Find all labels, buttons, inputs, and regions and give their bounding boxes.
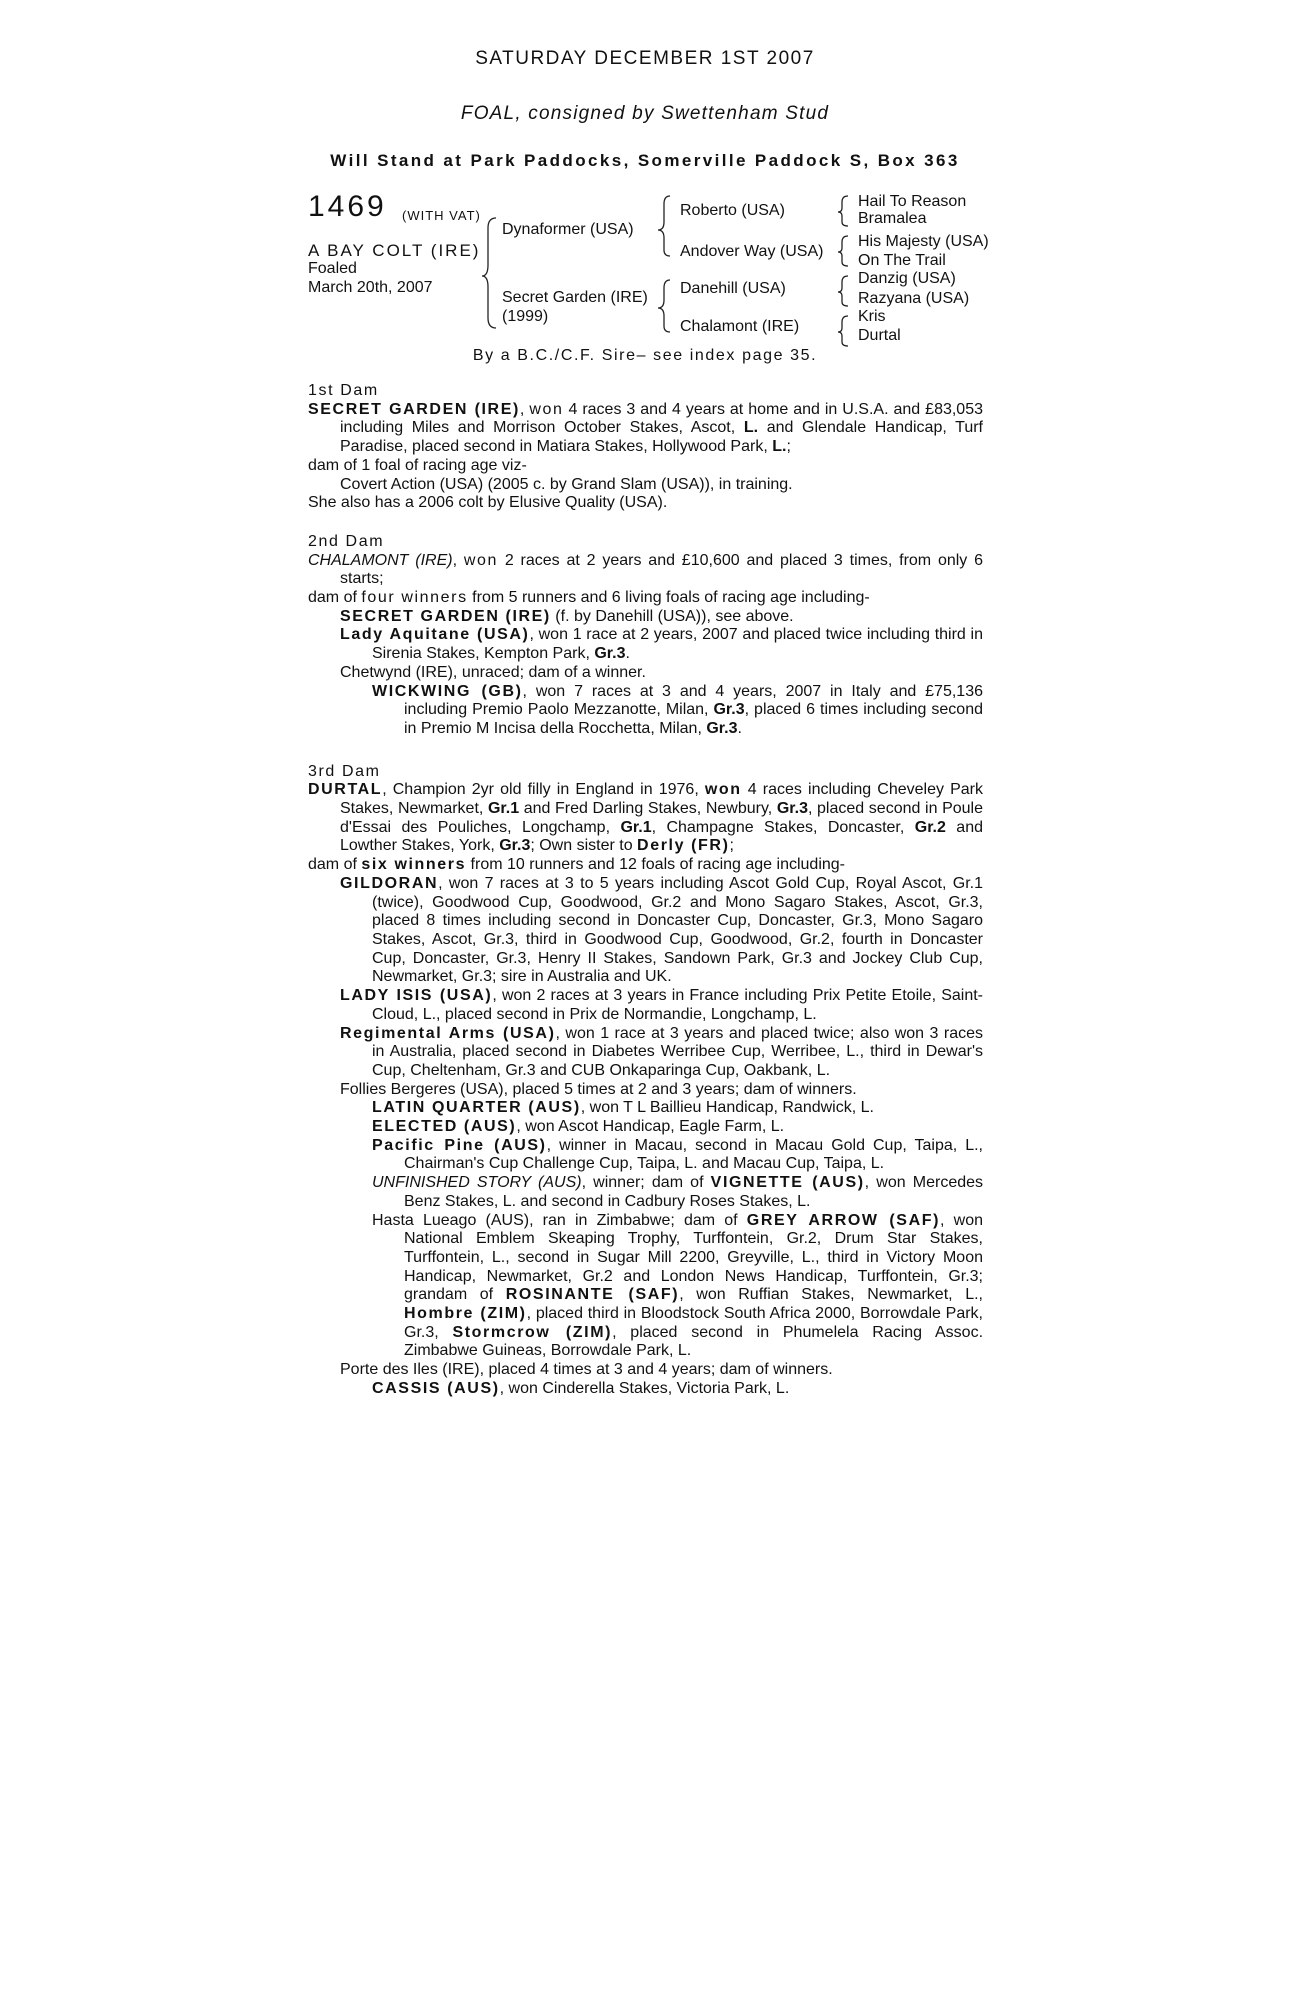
- record-text: , placed second in Phumelela Racing Assoc. Zimbabwe Guineas, Borrowdale Park, L.: [404, 1323, 984, 1360]
- record-text: , won 1 race at 3 years and placed twice; also won 3 races in Australia, placed second in Diabetes Werribee Cup, Werribee, L., third in Dewar's Cup, Cheltenham, Gr.3 and CUB Onkaparinga Cup, Oakbank, L.: [372, 1024, 983, 1079]
- progeny-lady-isis: [308, 987, 983, 1024]
- lot-name: A BAY COLT (IRE): [308, 241, 481, 260]
- grade: Gr.1: [620, 818, 652, 836]
- record-text: , won Ascot Handicap, Eagle Farm, L.: [516, 1118, 785, 1136]
- foaled-date: March 20th, 2007: [308, 279, 433, 296]
- progeny-name: ELECTED (AUS): [372, 1118, 517, 1136]
- grade: Gr.3: [499, 837, 531, 855]
- record-text: , winner in Macau, second in Macau Gold Cup, Taipa, L., Chairman's Cup Challenge Cup, Taipa, L. and Macau Cup, Taipa, L.: [404, 1136, 983, 1173]
- sale-date: SATURDAY DECEMBER 1ST 2007: [475, 48, 815, 69]
- record-text: , won Mercedes Benz Stakes, L. and second in Cadbury Roses Stakes, L.: [404, 1174, 984, 1210]
- first-dam-foal: Covert Action (USA) (2005 c. by Grand Slam (USA)), in training.: [340, 475, 793, 493]
- winners-count: six winners: [361, 856, 467, 874]
- pedigree-sire-sire: Roberto (USA): [680, 202, 785, 219]
- grade-listed: L.: [772, 438, 787, 456]
- progeny-elected: [308, 1118, 983, 1137]
- progeny-chetwynd: Chetwynd (IRE), unraced; dam of a winner.: [340, 663, 646, 681]
- progeny-name: Hombre (ZIM): [404, 1305, 527, 1323]
- progeny-pacific-pine: [308, 1137, 983, 1174]
- sire-note: By a B.C./C.F. Sire– see index page 35.: [472, 347, 818, 364]
- record-text: and Fred Darling Stakes, Newbury,: [519, 800, 777, 818]
- progeny-cassis: [308, 1380, 983, 1399]
- progeny-name: GILDORAN: [340, 874, 439, 892]
- catalogue-body: [308, 382, 983, 1399]
- sister-name: Derly (FR): [637, 837, 730, 855]
- progeny-follies-bergeres: Follies Bergeres (USA), placed 5 times at 2 and 3 years; dam of winners.: [340, 1080, 857, 1098]
- stand-location: Will Stand at Park Paddocks, Somerville Paddock S, Box 363: [330, 151, 960, 170]
- grade-listed: L.: [743, 419, 759, 437]
- pedigree-brackets: [0, 0, 1290, 400]
- pedigree-sire: Dynaformer (USA): [502, 221, 634, 238]
- record-text: , placed second in Poule d'Essai des Pouliches, Longchamp,: [340, 800, 983, 836]
- vat-note: (WITH VAT): [402, 208, 481, 223]
- progeny-hasta-lueago: [308, 1212, 983, 1362]
- record-text: , won Ruffian Stakes, Newmarket, L.,: [679, 1286, 983, 1304]
- consignment-line: FOAL, consigned by Swettenham Stud: [460, 103, 830, 124]
- winners-count: four winners: [361, 589, 468, 607]
- record-text: , won 1 race at 2 years, 2007 and placed twice including third in Sirenia Stakes, Kempton Park,: [372, 626, 983, 663]
- pedigree-dam-year: (1999): [502, 308, 549, 325]
- progeny-latin-quarter: [308, 1099, 983, 1118]
- record-text: 4 races 3 and 4 years at home and in U.S.A. and £83,053 including Miles and Morrison October Stakes, Ascot,: [340, 400, 983, 437]
- record-text: , won 7 races at 3 and 4 years, 2007 in Italy and £75,136 including Premio Paolo Mezzanotte, Milan,: [404, 682, 983, 719]
- pedigree-dam-sire: Danehill (USA): [680, 280, 786, 297]
- won-word: won: [704, 781, 742, 799]
- record-text: Hasta Lueago (AUS), ran in Zimbabwe; dam of: [372, 1211, 747, 1229]
- progeny-name: LATIN QUARTER (AUS): [372, 1099, 581, 1117]
- second-dam-heading: 2nd Dam: [308, 532, 385, 550]
- pedigree-sdd: On The Trail: [858, 252, 946, 269]
- progeny-name: LADY ISIS (USA): [340, 987, 493, 1005]
- record-text: , won 2 races at 3 years in France including Prix Petite Etoile, Saint-Cloud, L., placed second in Prix de Normandie, Longchamp, L.: [372, 987, 984, 1023]
- third-dam-name: DURTAL: [308, 781, 383, 799]
- second-dam-section: [308, 533, 983, 739]
- progeny-wickwing: [308, 683, 983, 739]
- record-text: dam of: [308, 589, 362, 607]
- progeny-name: Regimental Arms (USA): [340, 1024, 556, 1042]
- record-text: dam of: [308, 856, 362, 874]
- pedigree-dds: Kris: [858, 308, 886, 325]
- third-dam-section: [308, 763, 983, 1399]
- record-text: from 5 runners and 6 living foals of racing age including-: [467, 589, 870, 607]
- progeny-name: Pacific Pine (AUS): [372, 1136, 547, 1154]
- third-dam-heading: 3rd Dam: [308, 762, 381, 780]
- pedigree-dam-dam: Chalamont (IRE): [680, 318, 800, 335]
- pedigree-sss: Hail To Reason: [858, 193, 967, 210]
- progeny-secret-garden: [308, 608, 983, 627]
- pedigree-ddd: Durtal: [858, 327, 901, 344]
- grade: Gr.1: [487, 800, 520, 818]
- progeny-name: ROSINANTE (SAF): [505, 1286, 680, 1304]
- third-dam-record: [308, 781, 983, 856]
- first-dam-name: SECRET GARDEN (IRE): [308, 400, 520, 418]
- progeny-name: WICKWING (GB): [372, 682, 523, 700]
- progeny-lady-aquitane: [308, 626, 983, 663]
- record-text: and Lowther Stakes, York,: [340, 818, 984, 855]
- grade: Gr.3: [776, 800, 808, 818]
- progeny-name: UNFINISHED STORY (AUS): [372, 1174, 582, 1192]
- grade: Gr.3: [713, 701, 745, 719]
- first-dam-also: She also has a 2006 colt by Elusive Quality (USA).: [308, 494, 668, 512]
- first-dam-section: [308, 382, 983, 513]
- record-text: .: [625, 645, 630, 663]
- progeny-name: Stormcrow (ZIM): [452, 1323, 613, 1341]
- pedigree-ssd: Bramalea: [858, 210, 927, 227]
- first-dam-dam-of: dam of 1 foal of racing age viz-: [308, 456, 527, 474]
- progeny-gildoran: [308, 875, 983, 987]
- record-text: , won 7 races at 3 to 5 years including Ascot Gold Cup, Royal Ascot, Gr.1 (twice), Goodwood Cup, Goodwood, Gr.2 and Mono Sagaro Stakes, Ascot, Gr.3, placed 8 times including second in Doncaster Cup, Doncaster, Gr.3, Mono Sagaro Stakes, Ascot, Gr.3, third in Goodwood Cup, Goodwood, Gr.2, fourth in Doncaster Cup, Doncaster, Gr.3, Henry II Stakes, Sandown Park, Gr.3 and Jockey Club Cup, Newmarket, Gr.3; sire in Australia and UK.: [372, 874, 983, 986]
- grade: Gr.3: [594, 645, 626, 663]
- record-text: ;: [729, 837, 734, 855]
- record-text: and Glendale Handicap, Turf Paradise, placed second in Matiara Stakes, Hollywood Park,: [340, 419, 983, 456]
- progeny-unfinished-story: [308, 1174, 983, 1211]
- record-text: , Champion 2yr old filly in England in 1976,: [382, 781, 705, 799]
- grade: Gr.3: [706, 719, 738, 737]
- record-text: 4 races including Cheveley Park Stakes, Newmarket,: [340, 781, 984, 818]
- progeny-name: Lady Aquitane (USA): [340, 626, 530, 644]
- second-dam-record: CHALAMONT (IRE), won 2 races at 2 years and £10,600 and placed 3 times, from only 6 starts;: [308, 551, 984, 588]
- record-text: , placed 6 times including second in Premio M Incisa della Rocchetta, Milan,: [404, 701, 983, 737]
- progeny-name: CASSIS (AUS): [372, 1379, 500, 1397]
- lot-number: 1469: [308, 190, 387, 223]
- progeny-regimental-arms: [308, 1025, 983, 1081]
- won-word: won: [529, 400, 564, 418]
- pedigree-sds: His Majesty (USA): [858, 233, 989, 250]
- record-text: ; Own sister to: [530, 837, 638, 855]
- third-dam-dam-of: [308, 856, 983, 875]
- record-text: , placed third in Bloodstock South Africa 2000, Borrowdale Park, Gr.3,: [404, 1305, 983, 1341]
- grade: Gr.2: [914, 818, 946, 836]
- pedigree-dss: Danzig (USA): [858, 270, 956, 287]
- first-dam-heading: 1st Dam: [308, 382, 379, 399]
- record-text: (f. by Danehill (USA)), see above.: [550, 607, 794, 625]
- progeny-porte-des-iles: Porte des Iles (IRE), placed 4 times at 3 and 4 years; dam of winners.: [340, 1361, 833, 1379]
- second-dam-dam-of: [308, 589, 983, 608]
- record-text: from 10 runners and 12 foals of racing age including-: [466, 856, 845, 874]
- progeny-name: SECRET GARDEN (IRE): [340, 607, 551, 625]
- won-word: won: [463, 551, 499, 569]
- first-dam-record: SECRET GARDEN (IRE), won 4 races 3 and 4 years at home and in U.S.A. and £83,053 including Miles and Morrison October Stakes, Ascot, L. and Glendale Handicap, Turf Paradise, placed second in Matiara Stakes, Hollywood Park, L.;: [308, 400, 983, 456]
- pedigree-dam: Secret Garden (IRE): [502, 289, 648, 306]
- pedigree-dsd: Razyana (USA): [858, 290, 970, 307]
- second-dam-name: CHALAMONT (IRE): [308, 551, 453, 569]
- record-text: , Champagne Stakes, Doncaster,: [651, 818, 915, 836]
- record-text: , won T L Baillieu Handicap, Randwick, L.: [580, 1099, 874, 1117]
- foaled-label: Foaled: [308, 260, 357, 277]
- progeny-name: GREY ARROW (SAF): [746, 1211, 941, 1229]
- record-text: , winner; dam of: [581, 1174, 711, 1192]
- record-text: 2 races at 2 years and £10,600 and placed 3 times, from only 6 starts;: [340, 551, 984, 588]
- progeny-name: VIGNETTE (AUS): [710, 1174, 865, 1192]
- pedigree-sire-dam: Andover Way (USA): [680, 243, 824, 260]
- record-text: .: [737, 719, 742, 737]
- record-text: ;: [786, 438, 791, 456]
- record-text: , won Cinderella Stakes, Victoria Park, L.: [499, 1379, 790, 1397]
- record-text: , won National Emblem Skeaping Trophy, Turffontein, Gr.2, Drum Star Stakes, Turffontein, L., second in Sugar Mill 2200, Greyville, L., third in Victory Moon Handicap, Newmarket, Gr.2 and London News Handicap, Turffontein, Gr.3; grandam of: [404, 1211, 984, 1304]
